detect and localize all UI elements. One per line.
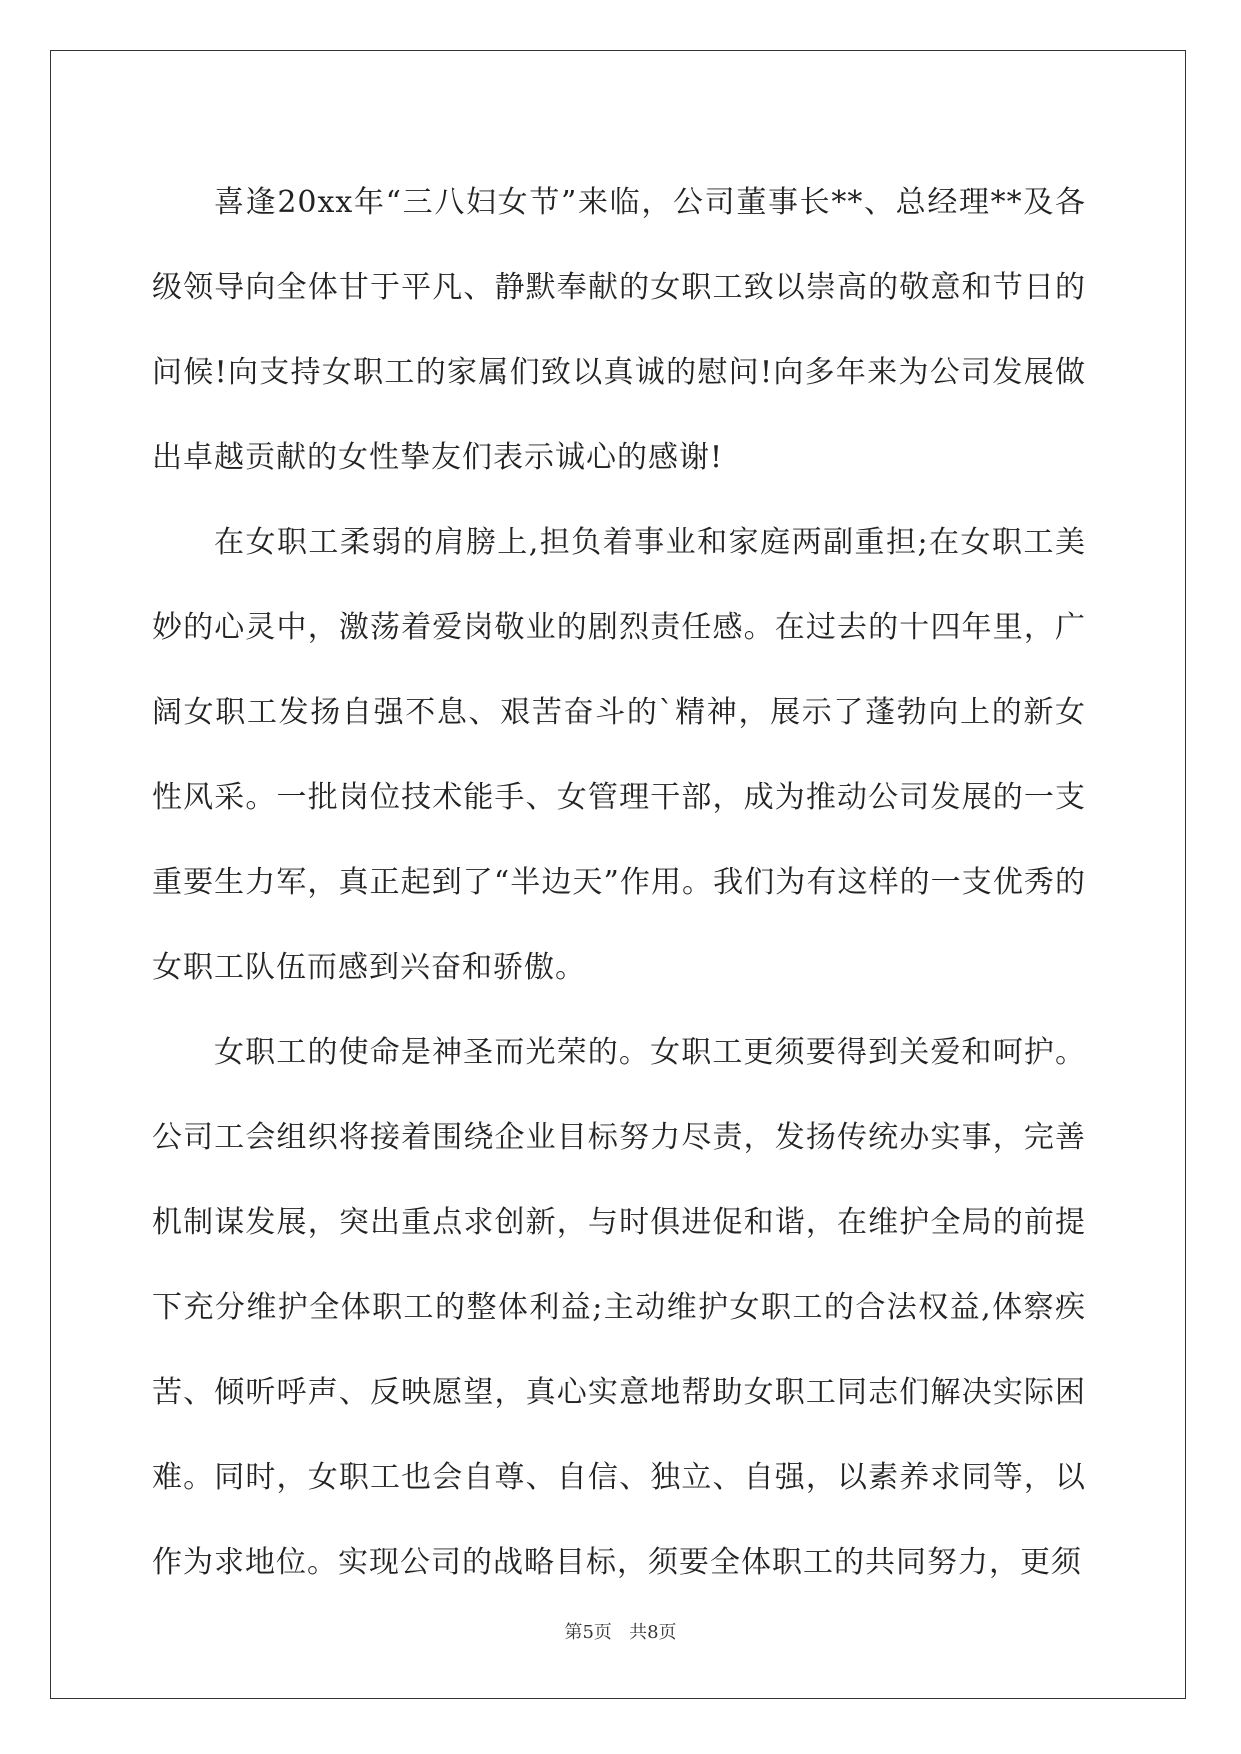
page-total: 共8页 [629, 1622, 677, 1643]
paragraph-1: 喜逢20xx年“三八妇女节”来临，公司董事长**、总经理**及各级领导向全体甘于平凡、静默奉献的女职工致以崇高的敬意和节日的问候!向支持女职工的家属们致以真诚的慰问!向多年来为公司发展做出卓越贡献的女性挚友们表示诚心的感谢! [152, 185, 1086, 475]
page-footer [0, 1618, 1241, 1644]
paragraph-3: 女职工的使命是神圣而光荣的。女职工更须要得到关爱和呵护。公司工会组织将接着围绕企业目标努力尽责，发扬传统办实事，完善机制谋发展，突出重点求创新，与时俱进促和谐，在维护全局的前提下充分维护全体职工的整体利益;主动维护女职工的合法权益,体察疾苦、倾听呼声、反映愿望，真心实意地帮助女职工同志们解决实际困难。同时，女职工也会自尊、自信、独立、自强，以素养求同等，以作为求地位。实现公司的战略目标，须要全体职工的共同努力，更须 [152, 1035, 1086, 1580]
paragraph-2: 在女职工柔弱的肩膀上,担负着事业和家庭两副重担;在女职工美妙的心灵中，激荡着爱岗敬业的剧烈责任感。在过去的十四年里，广阔女职工发扬自强不息、艰苦奋斗的`精神，展示了蓬勃向上的新女性风采。一批岗位技术能手、女管理干部，成为推动公司发展的一支重要生力军，真正起到了“半边天”作用。我们为有这样的一支优秀的女职工队伍而感到兴奋和骄傲。 [152, 525, 1086, 985]
document-body [152, 160, 1086, 1605]
page-number: 第5页 [564, 1622, 612, 1643]
